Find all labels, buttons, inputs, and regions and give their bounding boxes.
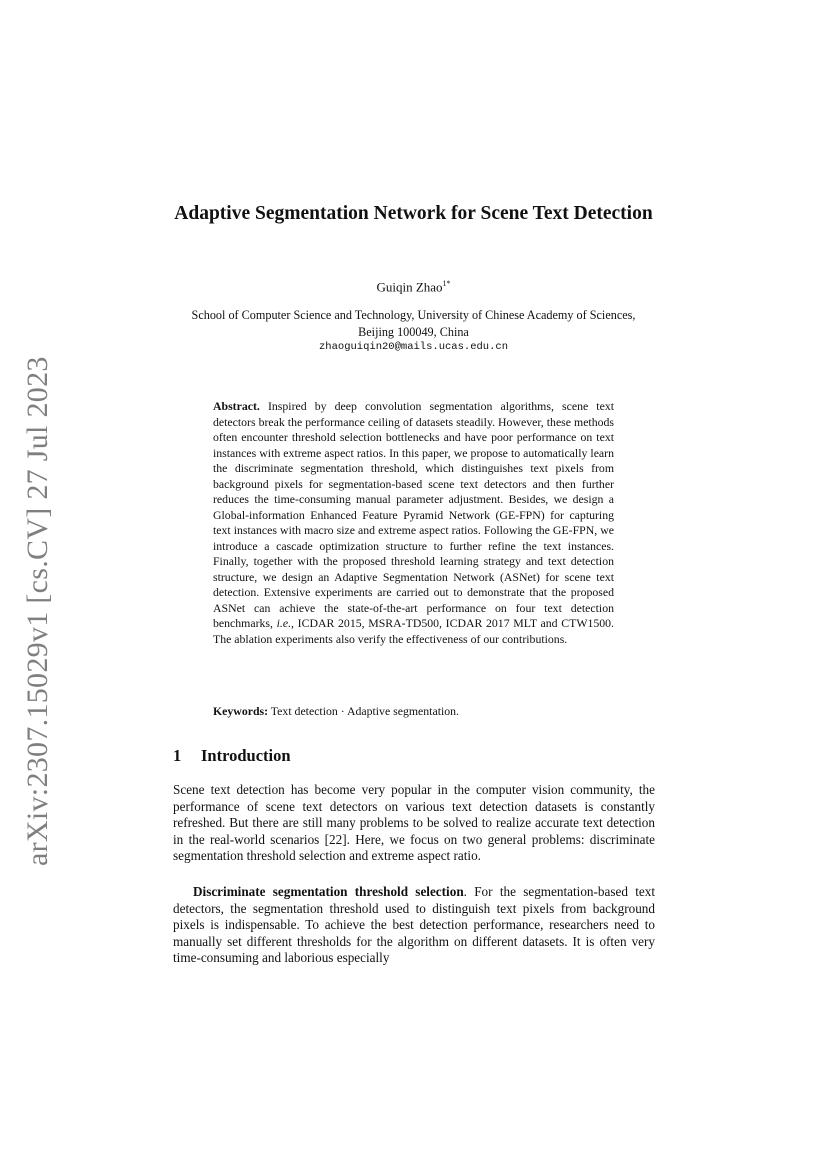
intro-paragraph-1: Scene text detection has become very popular in the computer vision community, the performance of scene text detectors on various text detection datasets is constantly refreshed. But there are still many problems to be solved to realize accurate text detection in the real-world scenarios [22]. Here, we focus on two general problems: discriminate segmentation threshold selection and extreme aspect ratio. — [173, 782, 655, 864]
keywords — [213, 704, 614, 719]
intro-paragraph-2 — [173, 884, 655, 967]
arxiv-identifier-stamp: arXiv:2307.15029v1 [cs.CV] 27 Jul 2023 — [21, 356, 54, 866]
author-line — [160, 279, 667, 295]
section-number: 1 — [173, 746, 182, 765]
author-email: zhaoguiqin20@mails.ucas.edu.cn — [318, 341, 509, 353]
keywords-text: Text detection · Adaptive segmentation. — [270, 704, 459, 718]
abstract-text-a: Inspired by deep convolution segmentation algorithms, scene text detectors break the performance ceiling of datasets steadily. However, these methods often encounter threshold selection bottlenecks and have poor performance on text instances with extreme aspect ratios. In this paper, we propose to automatically learn the discriminate segmentation threshold, which distinguishes text pixels from background pixels for segmentation-based scene text detectors and then further reduces the time-consuming manual parameter adjustment. Besides, we design a Global-information Enhanced Feature Pyramid Network (GE-FPN) for capturing text instances with macro size and extreme aspect ratios. Following the GE-FPN, we introduce a cascade optimization structure to further refine the text instances. Finally, together with the proposed threshold learning strategy and text detection structure, we design an Adaptive Segmentation Network (ASNet) for scene text detection. Extensive experiments are carried out to demonstrate that the proposed ASNet can achieve the state-of-the-art performance on four text detection benchmarks, — [213, 399, 614, 630]
abstract-ie: i.e. — [276, 616, 292, 630]
paragraph-2-lead: Discriminate segmentation threshold selection — [193, 884, 464, 899]
keywords-label: Keywords: — [213, 704, 269, 718]
abstract — [213, 399, 614, 647]
author-affiliation-mark: 1* — [442, 279, 451, 288]
author-name: Guiqin Zhao — [376, 279, 443, 295]
section-heading-introduction — [173, 746, 655, 766]
paper-title: Adaptive Segmentation Network for Scene Text Detection — [174, 203, 653, 224]
author-affiliation: School of Computer Science and Technology, University of Chinese Academy of Sciences, Beijing 100049, China — [191, 308, 636, 339]
section-title: Introduction — [201, 746, 291, 765]
paragraph-2-text: . For the segmentation-based text detectors, the segmentation threshold used to distinguish text pixels from background pixels is indispensable. To achieve the best detection performance, researchers need to manually set different thresholds for the algorithm on different datasets. It is often very time-consuming and laborious especially — [173, 884, 655, 966]
abstract-label: Abstract. — [213, 399, 260, 413]
abstract-text-b: , ICDAR 2015, MSRA-TD500, ICDAR 2017 MLT and CTW1500. The ablation experiments also verify the effectiveness of our contributions. — [213, 616, 614, 646]
